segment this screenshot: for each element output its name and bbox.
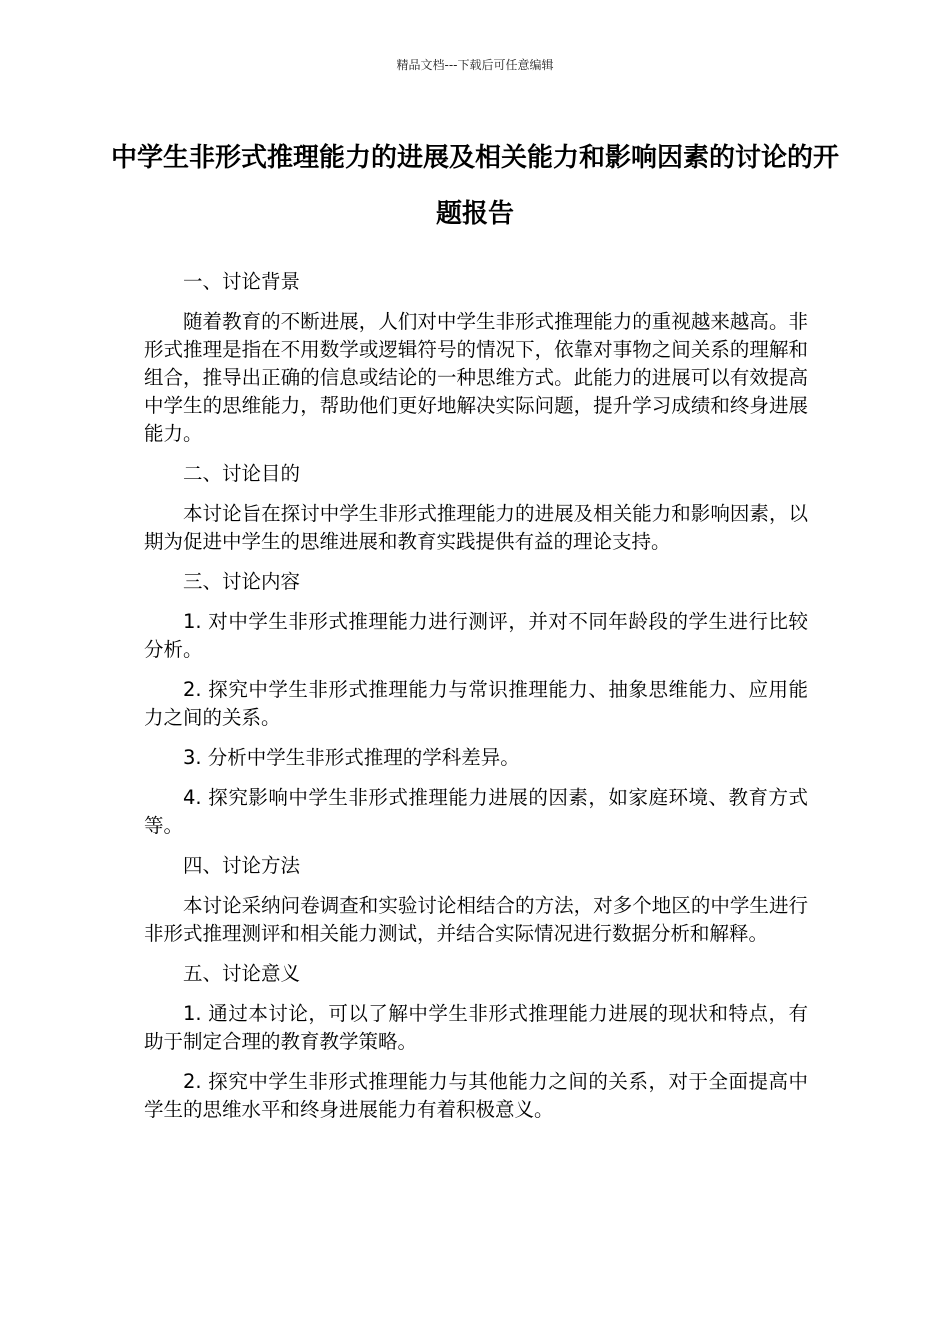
header-note: 精品文档---下载后可任意编辑	[396, 58, 554, 72]
list-item: 3. 分析中学生非形式推理的学科差异。	[183, 746, 520, 769]
list-item: 4. 探究影响中学生非形式推理能力进展的因素，如家庭环境、教育方式等。	[144, 786, 808, 837]
section-heading-significance: 五、讨论意义	[183, 962, 301, 985]
list-item: 2. 探究中学生非形式推理能力与其他能力之间的关系，对于全面提高中学生的思维水平和终身进展能力有着积极意义。	[144, 1070, 808, 1121]
paragraph: 本讨论采纳问卷调查和实验讨论相结合的方法，对多个地区的中学生进行非形式推理测评和相关能力测试，并结合实际情况进行数据分析和解释。	[144, 894, 808, 945]
document-body	[144, 268, 808, 1136]
section-heading-method: 四、讨论方法	[183, 854, 301, 877]
list-item: 1. 通过本讨论，可以了解中学生非形式推理能力进展的现状和特点，有助于制定合理的教育教学策略。	[144, 1002, 808, 1053]
document-title: 中学生非形式推理能力的进展及相关能力和影响因素的讨论的开题报告	[110, 143, 839, 229]
section-heading-background: 一、讨论背景	[183, 270, 301, 293]
section-heading-purpose: 二、讨论目的	[183, 462, 301, 485]
section-heading-content: 三、讨论内容	[183, 570, 301, 593]
paragraph: 随着教育的不断进展，人们对中学生非形式推理能力的重视越来越高。非形式推理是指在不用数学或逻辑符号的情况下，依靠对事物之间关系的理解和组合，推导出正确的信息或结论的一种思维方式。此能力的进展可以有效提高中学生的思维能力，帮助他们更好地解决实际问题，提升学习成绩和终身进展能力。	[144, 310, 808, 445]
paragraph: 本讨论旨在探讨中学生非形式推理能力的进展及相关能力和影响因素，以期为促进中学生的思维进展和教育实践提供有益的理论支持。	[144, 502, 808, 553]
list-item: 1. 对中学生非形式推理能力进行测评，并对不同年龄段的学生进行比较分析。	[144, 610, 808, 661]
list-item: 2. 探究中学生非形式推理能力与常识推理能力、抽象思维能力、应用能力之间的关系。	[144, 678, 808, 729]
